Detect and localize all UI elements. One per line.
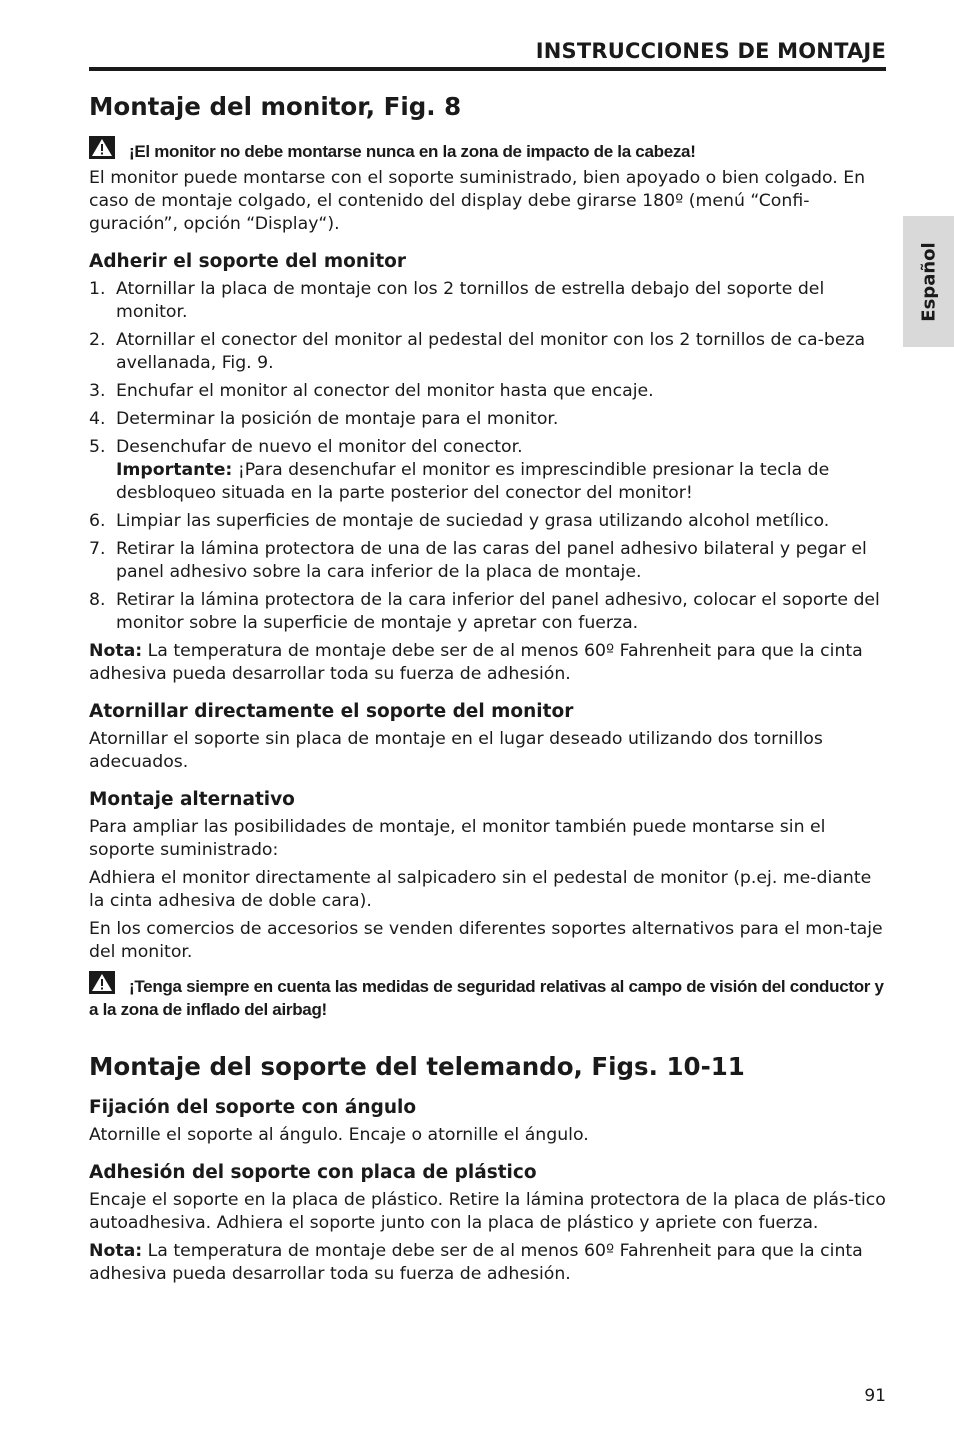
warning-icon [89,971,115,994]
list-item: 5. Desenchufar de nuevo el monitor del conector. Importante: ¡Para desenchufar el monitor es imprescindible presionar la tecla de desbloqueo situada en la parte posterior del conector del monitor! [89,437,830,503]
note-label: Nota: [89,1241,143,1261]
section-title-remote: Montaje del soporte del telemando, Figs. 10-11 [89,1052,745,1081]
atornillar-paragraph: Atornillar el soporte sin placa de montaje en el lugar deseado utilizando dos tornillos adecuados. [89,729,823,772]
language-tab [903,216,954,347]
subsection-title-adherir: Adherir el soporte del monitor [89,251,407,272]
list-item: 4. Determinar la posición de montaje para el monitor. [89,409,559,429]
page-header: INSTRUCCIONES DE MONTAJE [535,39,886,63]
list-item: 7. Retirar la lámina protectora de una de las caras del panel adhesivo bilateral y pegar el panel adhesivo sobre la cara inferior de la placa de montaje. [89,539,867,582]
warning-icon [89,136,115,159]
list-item: 8. Retirar la lámina protectora de la cara inferior del panel adhesivo, colocar el soporte del monitor sobre la superficie de montaje y apretar con fuerza. [89,590,880,633]
intro-paragraph: El monitor puede montarse con el soporte suministrado, bien apoyado o bien colgado. En caso de montaje colgado, el contenido del display debe girarse 180º (menú “Confi-guración”, opción “Display“). [89,168,866,234]
warning-text: ¡El monitor no debe montarse nunca en la zona de impacto de la cabeza! [129,142,696,161]
page-number: 91 [864,1386,886,1406]
warning-head-impact [89,136,886,163]
warning-airbag [89,971,886,1021]
note-paragraph: Nota: La temperatura de montaje debe ser de al menos 60º Fahrenheit para que la cinta adhesiva pueda desarrollar toda su fuerza de adhesión. [89,641,863,684]
important-label: Importante: [116,460,233,480]
alternativo-paragraph-2: Adhiera el monitor directamente al salpicadero sin el pedestal de monitor (p.ej. me-diante la cinta adhesiva de doble cara). [89,868,872,911]
header-rule [89,67,886,71]
alternativo-paragraph-1: Para ampliar las posibilidades de montaje, el monitor también puede montarse sin el soporte suministrado: [89,817,826,860]
section-title-monitor: Montaje del monitor, Fig. 8 [89,92,462,121]
list-item: 2. Atornillar el conector del monitor al pedestal del monitor con los 2 tornillos de ca-beza avellanada, Fig. 9. [89,330,866,373]
list-item: 3. Enchufar el monitor al conector del monitor hasta que encaje. [89,381,654,401]
fijacion-paragraph: Atornille el soporte al ángulo. Encaje o atornille el ángulo. [89,1125,589,1145]
note-paragraph: Nota: La temperatura de montaje debe ser de al menos 60º Fahrenheit para que la cinta adhesiva pueda desarrollar toda su fuerza de adhesión. [89,1241,863,1284]
note-label: Nota: [89,641,143,661]
subsection-title-adhesion: Adhesión del soporte con placa de plástico [89,1162,537,1183]
subsection-title-fijacion: Fijación del soporte con ángulo [89,1097,417,1118]
subsection-title-alternativo: Montaje alternativo [89,789,295,810]
language-tab-label: Español [918,241,939,322]
list-item: 6. Limpiar las superficies de montaje de suciedad y grasa utilizando alcohol metílico. [89,511,830,531]
subsection-title-atornillar: Atornillar directamente el soporte del monitor [89,701,574,722]
steps-list [89,278,886,635]
page-content [89,92,886,1291]
alternativo-paragraph-3: En los comercios de accesorios se venden diferentes soportes alternativos para el mon-taje del monitor. [89,919,883,962]
list-item: 1. Atornillar la placa de montaje con los 2 tornillos de estrella debajo del soporte del monitor. [89,279,825,322]
adhesion-paragraph: Encaje el soporte en la placa de plástico. Retire la lámina protectora de la placa de plás-tico autoadhesiva. Adhiera el soporte junto con la placa de plástico y apriete con fuerza. [89,1190,886,1233]
warning-text: ¡Tenga siempre en cuenta las medidas de seguridad relativas al campo de visión del conductor y a la zona de inflado del airbag! [89,977,884,1019]
